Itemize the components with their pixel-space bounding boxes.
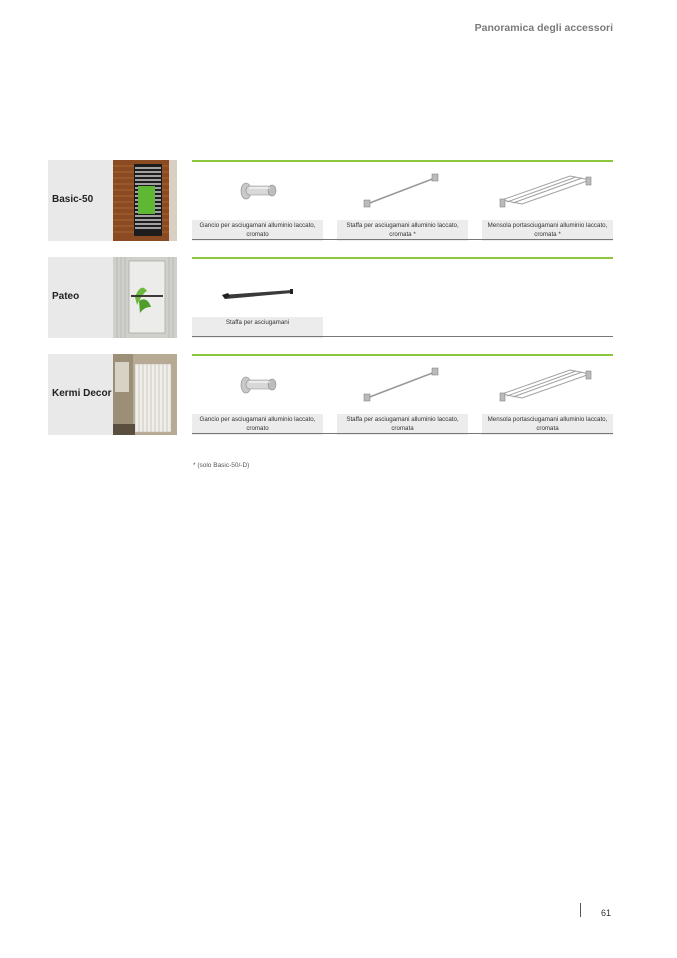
- accessory-caption: Gancio per asciugamani alluminio laccato, cromato: [192, 414, 323, 435]
- accessory-towel-bar: [337, 162, 468, 239]
- accessory-towel-shelf: [482, 162, 613, 239]
- section-pateo: [48, 257, 613, 338]
- product-name: Basic-50: [52, 194, 94, 205]
- divider-bottom: [192, 239, 613, 240]
- section-kermi-decor: [48, 354, 613, 435]
- towel-bar-icon: [337, 360, 468, 410]
- accessory-towel-shelf: [482, 356, 613, 433]
- towel-hook-icon: [192, 360, 323, 410]
- divider-bottom: [192, 336, 613, 337]
- towel-bar-icon: [337, 166, 468, 216]
- radiator-photo-kermi-decor: [113, 354, 177, 435]
- accessory-caption: Gancio per asciugamani alluminio laccato, cromato: [192, 220, 323, 241]
- radiator-photo-pateo: [113, 257, 177, 338]
- accessory-towel-hook: [192, 356, 323, 433]
- accessory-caption: Staffa per asciugamani alluminio laccato, cromata: [337, 414, 468, 435]
- towel-shelf-icon: [482, 360, 613, 410]
- towel-hook-icon: [192, 166, 323, 216]
- page-number: 61: [601, 908, 612, 918]
- product-label-box: [48, 354, 113, 435]
- page-header-title: Panoramica degli accessori: [474, 22, 613, 34]
- accessory-row: [192, 257, 613, 338]
- towel-shelf-icon: [482, 166, 613, 216]
- section-basic-50: [48, 160, 613, 241]
- footnote: * (solo Basic-50/-D): [193, 462, 250, 469]
- accessory-towel-hook: [192, 162, 323, 239]
- accessory-caption: Mensola portasciugamani alluminio laccato, cromata: [482, 414, 613, 435]
- product-name: Kermi Decor: [52, 388, 112, 399]
- accessory-caption: Staffa per asciugamani alluminio laccato, cromata *: [337, 220, 468, 241]
- page-number-separator: [580, 903, 581, 917]
- accessory-row: [192, 160, 613, 241]
- accessory-towel-bar-dark: [192, 259, 323, 336]
- product-label-box: [48, 257, 113, 338]
- towel-bar-dark-icon: [192, 263, 323, 313]
- accessory-caption: Mensola portasciugamani alluminio laccato, cromata *: [482, 220, 613, 241]
- accessory-caption: Staffa per asciugamani: [192, 317, 323, 338]
- accessory-towel-bar: [337, 356, 468, 433]
- divider-bottom: [192, 433, 613, 434]
- accessory-row: [192, 354, 613, 435]
- product-label-box: [48, 160, 113, 241]
- radiator-photo-basic-50: [113, 160, 177, 241]
- product-name: Pateo: [52, 291, 80, 302]
